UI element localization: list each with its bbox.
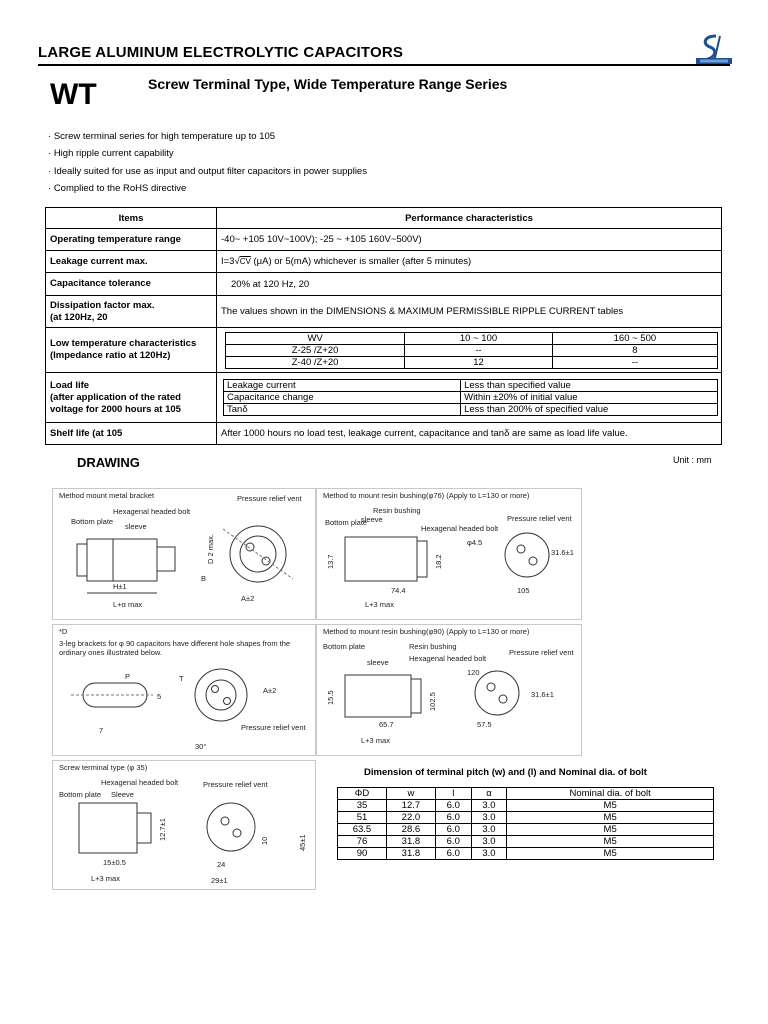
drawing-dimension: 30° [195, 742, 207, 751]
drawing-dimension: 7 [99, 726, 104, 735]
table-cell: Leakage current [224, 380, 461, 392]
feature-list [48, 128, 367, 197]
table-cell: M5 [507, 800, 714, 812]
col-header: α [471, 788, 507, 800]
drawing-label: sleeve [367, 658, 389, 667]
table-cell: 6.0 [435, 812, 471, 824]
drawing-dimension: A±2 [241, 594, 255, 603]
table-cell: 22.0 [386, 812, 435, 824]
drawing-label: Bottom plate [323, 642, 366, 651]
col-header: ΦD [338, 788, 387, 800]
drawing-three-leg-bracket [52, 624, 316, 756]
row-value-leakage [217, 251, 722, 273]
feature-item: · High ripple current capability [48, 145, 367, 162]
table-cell: 51 [338, 812, 387, 824]
table-header-row [338, 788, 714, 800]
table-cell: WV [226, 332, 405, 344]
drawing-dimension: 57.5 [477, 720, 492, 729]
table-cell: 6.0 [435, 848, 471, 860]
table-cell: Less than 200% of specified value [461, 404, 718, 416]
leakage-formula-cv: CV [239, 257, 251, 266]
feature-item: · Screw terminal series for high temperature up to 105 [48, 128, 367, 145]
load-life-table [223, 379, 718, 416]
table-row [338, 824, 714, 836]
table-cell: 160 ~ 500 [552, 332, 717, 344]
drawing-label: Resin bushing [373, 506, 421, 515]
feature-item: · Ideally suited for use as input and output filter capacitors in power supplies [48, 163, 367, 180]
drawing-dimension: 29±1 [211, 876, 228, 885]
drawing-resin-bushing-76 [316, 488, 582, 620]
table-cell: 10 ~ 100 [405, 332, 553, 344]
drawing-dimension: B [201, 574, 207, 583]
drawing-caption: Method to mount resin bushing(φ90) (Apply to L=130 or more) [323, 627, 530, 636]
drawing-label: Sleeve [111, 790, 134, 799]
table-cell: 31.8 [386, 836, 435, 848]
dissipation-label-line-1: Dissipation factor max. [50, 299, 155, 311]
drawing-dimension: 31.6±1 [531, 690, 554, 699]
low-temp-label-line-1: Low temperature characteristics [50, 338, 197, 349]
brand-logo-icon [686, 34, 734, 66]
table-row [338, 836, 714, 848]
dimension-table [337, 787, 714, 860]
table-cell: 3.0 [471, 800, 507, 812]
row-value-shelf-life: After 1000 hours no load test, leakage current, capacitance and tanδ are same as load life value. [217, 423, 722, 445]
dimension-table-title: Dimension of terminal pitch (w) and (l) and Nominal dia. of bolt [364, 767, 647, 778]
drawing-dimension: φ4.5 [467, 538, 483, 547]
drawing-label: Pressure relief vent [203, 780, 268, 789]
drawing-label: sleeve [361, 515, 383, 524]
table-cell: 6.0 [435, 800, 471, 812]
table-cell: 76 [338, 836, 387, 848]
table-cell: Within ±20% of initial value [461, 392, 718, 404]
col-header-items: Items [46, 208, 217, 229]
feature-item: · Complied to the RoHS directive [48, 180, 367, 197]
table-cell: 28.6 [386, 824, 435, 836]
drawing-label: Pressure relief vent [237, 494, 302, 503]
table-cell: M5 [507, 848, 714, 860]
table-cell: 31.8 [386, 848, 435, 860]
drawing-dimension: L+α max [113, 600, 143, 609]
load-life-label-line-3: voltage for 2000 hours at 105 [50, 403, 181, 415]
row-value-dissipation: The values shown in the DIMENSIONS & MAXIMUM PERMISSIBLE RIPPLE CURRENT tables [217, 296, 722, 328]
row-value-cap-tolerance: 20% at 120 Hz, 20 [217, 273, 722, 296]
drawing-dimension: 74.4 [391, 586, 406, 595]
load-life-label-line-1: Load life [50, 379, 90, 391]
series-title: Screw Terminal Type, Wide Temperature Range Series [148, 76, 508, 92]
table-cell: 3.0 [471, 848, 507, 860]
table-cell: 12.7 [386, 800, 435, 812]
row-label-low-temp [46, 328, 217, 373]
row-label-shelf-life: Shelf life (at 105 [46, 423, 217, 445]
leakage-formula-prefix: I=3 [221, 256, 235, 267]
row-label-load-life [46, 373, 217, 423]
drawing-dimension: L+3 max [361, 736, 390, 745]
drawing-label: Pressure relief vent [509, 648, 574, 657]
impedance-ratio-table [225, 332, 718, 369]
table-row [338, 848, 714, 860]
table-cell: Tanδ [224, 404, 461, 416]
table-cell: -- [552, 356, 717, 368]
drawing-dimension: 5 [157, 692, 162, 701]
table-cell: M5 [507, 824, 714, 836]
table-cell: Capacitance change [224, 392, 461, 404]
table-cell: M5 [507, 836, 714, 848]
table-cell: 6.0 [435, 836, 471, 848]
drawing-label: Pressure relief vent [241, 723, 306, 732]
header-rule [38, 64, 730, 66]
drawing-caption: Method mount metal bracket [59, 491, 155, 500]
table-cell: M5 [507, 812, 714, 824]
row-label-leakage: Leakage current max. [46, 251, 217, 273]
drawing-dimension: 12.7±1 [158, 818, 167, 841]
drawing-label: Hexagenal headed bolt [101, 778, 179, 787]
col-header-performance: Performance characteristics [217, 208, 722, 229]
table-cell: 3.0 [471, 836, 507, 848]
drawing-dimension: 31.6±1 [551, 548, 574, 557]
drawing-caption: *D [59, 627, 68, 636]
table-cell: -- [405, 344, 553, 356]
drawing-dimension: 15±0.5 [103, 858, 126, 867]
table-row [338, 812, 714, 824]
drawing-dimension: 45±1 [298, 834, 307, 851]
drawing-label: Bottom plate [71, 517, 114, 526]
drawing-label: Hexagenal headed bolt [113, 507, 191, 516]
row-value-load-life [217, 373, 722, 423]
table-cell: Z-25 /Z+20 [226, 344, 405, 356]
drawing-caption: Screw terminal type (φ 35) [59, 763, 148, 772]
drawing-resin-bushing-90 [316, 624, 582, 756]
drawing-dimension: 102.5 [428, 692, 437, 711]
drawing-label: Hexagenal headed bolt [421, 524, 499, 533]
sqrt-symbol: √ [234, 256, 240, 267]
document-title: LARGE ALUMINUM ELECTROLYTIC CAPACITORS [38, 44, 404, 61]
table-row [338, 800, 714, 812]
drawing-dimension: T [179, 674, 184, 683]
col-header: l [435, 788, 471, 800]
bracket-note: 3-leg brackets for φ 90 capacitors have different hole shapes from the ordinary ones illustrated below. [59, 639, 291, 657]
drawing-dimension: 13.7 [326, 554, 335, 569]
table-cell: 12 [405, 356, 553, 368]
table-cell: Less than specified value [461, 380, 718, 392]
drawing-dimension: L+3 max [91, 874, 120, 883]
drawing-dimension: P [125, 672, 131, 681]
row-label-operating-temp: Operating temperature range [46, 229, 217, 251]
drawing-label: Resin bushing [409, 642, 457, 651]
drawing-dimension: 24 [217, 860, 226, 869]
row-value-low-temp [217, 328, 722, 373]
drawing-dimension: L+3 max [365, 600, 394, 609]
drawing-caption: Method to mount resin bushing(φ76) (Apply to L=130 or more) [323, 491, 530, 500]
drawing-dimension: 65.7 [379, 720, 394, 729]
load-life-label-line-2: (after application of the rated [50, 391, 181, 403]
drawing-screw-terminal-35 [52, 760, 316, 890]
specification-table [45, 207, 722, 445]
drawing-label: Hexagenal headed bolt [409, 654, 487, 663]
drawing-dimension: 15.5 [326, 690, 335, 705]
row-label-cap-tolerance: Capacitance tolerance [46, 273, 217, 296]
table-cell: 63.5 [338, 824, 387, 836]
drawing-label: Bottom plate [59, 790, 102, 799]
drawing-dimension: H±1 [113, 582, 127, 591]
unit-label: Unit : mm [673, 455, 712, 465]
drawing-label: Bottom plate [325, 518, 368, 527]
series-code: WT [50, 78, 97, 111]
col-header: w [386, 788, 435, 800]
table-cell: Z-40 /Z+20 [226, 356, 405, 368]
drawing-dimension: 120 [467, 668, 480, 677]
table-cell: 3.0 [471, 812, 507, 824]
table-cell: 8 [552, 344, 717, 356]
low-temp-label-line-2: (Impedance ratio at 120Hz) [50, 350, 171, 361]
drawing-dimension: D 2 max. [206, 533, 215, 564]
drawing-dimension: A±2 [263, 686, 277, 695]
drawing-dimension: 105 [517, 586, 530, 595]
table-cell: 90 [338, 848, 387, 860]
dissipation-label-line-2: (at 120Hz, 20 [50, 311, 108, 323]
table-cell: 6.0 [435, 824, 471, 836]
col-header: Nominal dia. of bolt [507, 788, 714, 800]
table-cell: 3.0 [471, 824, 507, 836]
row-label-dissipation [46, 296, 217, 328]
drawing-dimension: 10 [260, 836, 269, 845]
leakage-formula-suffix: (μA) or 5(mA) whichever is smaller (after 5 minutes) [250, 256, 472, 267]
drawing-label: Pressure relief vent [507, 514, 572, 523]
drawing-label: sleeve [125, 522, 147, 531]
row-value-operating-temp: -40~ +105 10V~100V); -25 ~ +105 160V~500V) [217, 229, 722, 251]
table-cell: 35 [338, 800, 387, 812]
drawing-metal-bracket [52, 488, 316, 620]
drawing-title: DRAWING [77, 455, 140, 470]
drawing-dimension: 18.2 [434, 554, 443, 569]
